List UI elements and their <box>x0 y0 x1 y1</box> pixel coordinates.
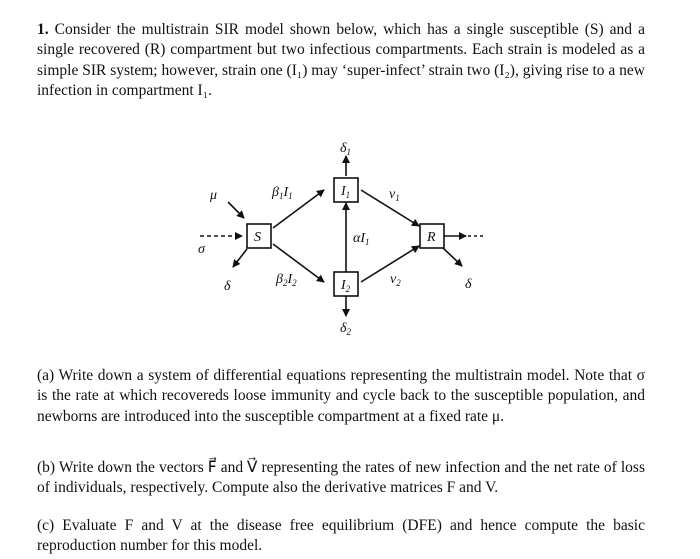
question-number: 1. <box>37 21 49 38</box>
beta2I2-label: $\beta_2I_2$ <box>276 272 297 288</box>
delta-R-arrow <box>442 247 462 266</box>
delta2-label: $\delta_2$ <box>340 321 352 337</box>
alphaI1-label: $\alpha I_1$ <box>353 231 370 247</box>
I1-label: $I_1$ <box>341 184 351 200</box>
sir-model-diagram <box>190 132 510 342</box>
part-c-text: (c) Evaluate F and V at the disease free equilibrium (DFE) and hence compute the basic reproduction number for this model. <box>37 517 645 555</box>
part-b-text: (b) Write down the vectors F⃗ and V⃗ representing the rates of new infection and the net rate of loss of individuals, respectively. Compute also the derivative matrices F and V. <box>37 459 645 497</box>
delta1-label: $\delta_1$ <box>340 141 352 157</box>
sigma-label: σ <box>198 242 205 257</box>
S-label: S <box>254 230 261 245</box>
part-a-text: (a) Write down a system of differential equations representing the multistrain model. Note that σ is the rate at which recovereds loose immunity and cycle back to the susceptible population, and newborns are introduced into the susceptible compartment at a fixed rate μ. <box>37 367 645 425</box>
mu-label: μ <box>210 188 218 203</box>
nu1-label: $\nu_1$ <box>389 187 400 203</box>
nu2-label: $\nu_2$ <box>390 272 401 288</box>
R-label: R <box>427 230 436 245</box>
delta-S-label: δ <box>224 279 231 294</box>
question-intro <box>37 20 645 102</box>
delta-R-label: δ <box>465 277 472 292</box>
I2-label: $I_2$ <box>341 278 351 294</box>
beta1I1-label: $\beta_1I_1$ <box>272 185 293 201</box>
mu-arrow <box>228 202 244 218</box>
question-intro-text: Consider the multistrain SIR model shown below, which has a single susceptible (S) and a single recovered (R) compartment but two infectious compartments. Each strain is modeled as a simple SIR system; however, strain one (I₁) may ‘super-infect’ strain two (I₂), giving rise to a new infection in compartment I₁. <box>37 21 645 100</box>
delta-S-arrow <box>233 249 247 267</box>
